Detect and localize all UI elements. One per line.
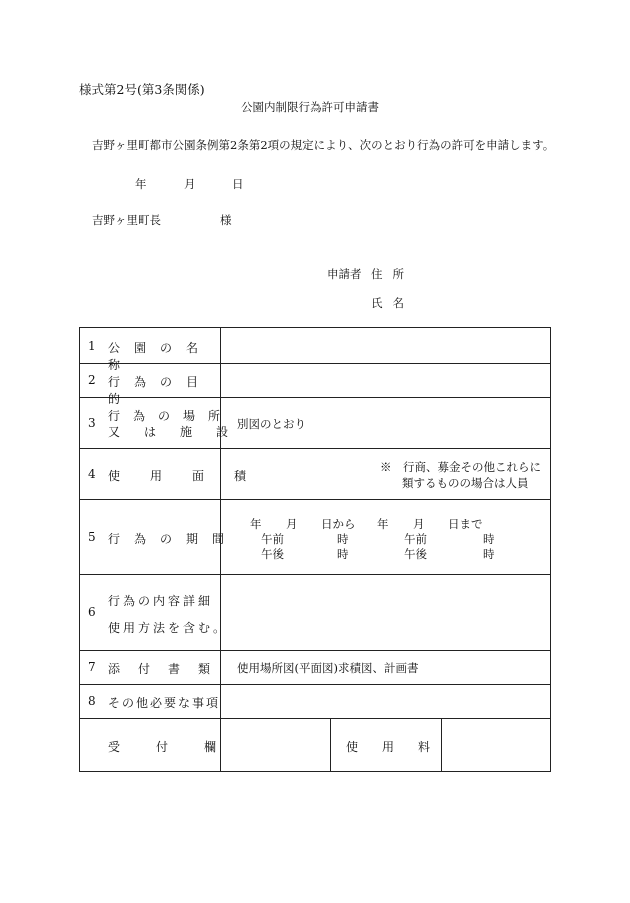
applicant-label: 申請者 xyxy=(327,267,362,281)
period-label: 行為の期間 xyxy=(108,532,239,546)
attachments-label: 添付書類 xyxy=(108,662,229,676)
row-divider xyxy=(80,448,550,449)
period-end-month: 月 xyxy=(413,517,425,531)
period-start-am: 午前 xyxy=(261,532,284,546)
other-matters-field[interactable] xyxy=(228,689,546,713)
row-number: 6 xyxy=(88,605,96,619)
fee-label: 使用料 xyxy=(346,740,455,754)
content-detail-field[interactable] xyxy=(228,580,546,644)
application-form-table xyxy=(79,327,551,772)
applicant-address-label: 住所 xyxy=(371,267,414,281)
row-number: 3 xyxy=(88,416,96,430)
period-end-pm-hour: 時 xyxy=(483,547,495,561)
row-number: 7 xyxy=(88,660,96,674)
period-end-year: 年 xyxy=(377,517,389,531)
reception-column-divider xyxy=(330,718,331,772)
period-start-month: 月 xyxy=(286,517,298,531)
row-number: 4 xyxy=(88,467,96,481)
content-detail-label: 行為の内容詳細 xyxy=(108,594,214,608)
period-start-day: 日から xyxy=(321,517,356,531)
period-start-am-hour: 時 xyxy=(337,532,349,546)
period-end-am-hour: 時 xyxy=(483,532,495,546)
row-divider xyxy=(80,499,550,500)
addressee-name: 吉野ヶ里町長 xyxy=(92,213,161,227)
applicant-name-label: 氏名 xyxy=(371,296,414,310)
row-number: 5 xyxy=(88,530,96,544)
row-divider xyxy=(80,684,550,685)
other-matters-label: その他必要な事項 xyxy=(108,696,221,710)
area-label: 使用面積 xyxy=(108,469,277,483)
location-value: 別図のとおり xyxy=(237,417,306,431)
intro-text: 吉野ヶ里町都市公園条例第2条第2項の規定により、次のとおり行為の許可を申請します。 xyxy=(92,138,555,152)
addressee-honorific: 様 xyxy=(220,213,232,227)
form-number: 様式第2号(第3条関係) xyxy=(79,82,205,97)
period-end-am: 午前 xyxy=(404,532,427,546)
label-column-divider xyxy=(220,328,221,772)
location-label: 行為の場所 xyxy=(108,409,234,423)
row-divider xyxy=(80,650,550,651)
park-name-label: 公園の名称 xyxy=(108,341,213,372)
row-number: 2 xyxy=(88,373,96,387)
date-year: 年 xyxy=(135,177,147,191)
purpose-field[interactable] xyxy=(228,368,546,392)
usage-method-label: 使用方法を含む。 xyxy=(108,621,229,635)
park-name-field[interactable] xyxy=(228,333,546,357)
period-end-pm: 午後 xyxy=(404,547,427,561)
row-number: 8 xyxy=(88,694,96,708)
date-month: 月 xyxy=(184,177,196,191)
area-note-line2: 類するものの場合は人員 xyxy=(402,476,529,490)
period-start-pm-hour: 時 xyxy=(337,547,349,561)
row-number: 1 xyxy=(88,339,96,353)
date-day: 日 xyxy=(232,177,244,191)
row-divider xyxy=(80,574,550,575)
facility-label: 又は施設 xyxy=(108,425,253,439)
period-start-pm: 午後 xyxy=(261,547,284,561)
attachments-value: 使用場所図(平面図)求積図、計画書 xyxy=(237,661,419,675)
reception-label: 受付欄 xyxy=(108,740,253,754)
period-end-day: 日まで xyxy=(448,517,483,531)
area-note-line1: ※ 行商、募金その他これらに xyxy=(380,460,541,474)
purpose-label: 行為の目的 xyxy=(108,375,213,406)
form-title: 公園内制限行為許可申請書 xyxy=(241,100,379,114)
row-divider xyxy=(80,718,550,719)
period-start-year: 年 xyxy=(250,517,262,531)
